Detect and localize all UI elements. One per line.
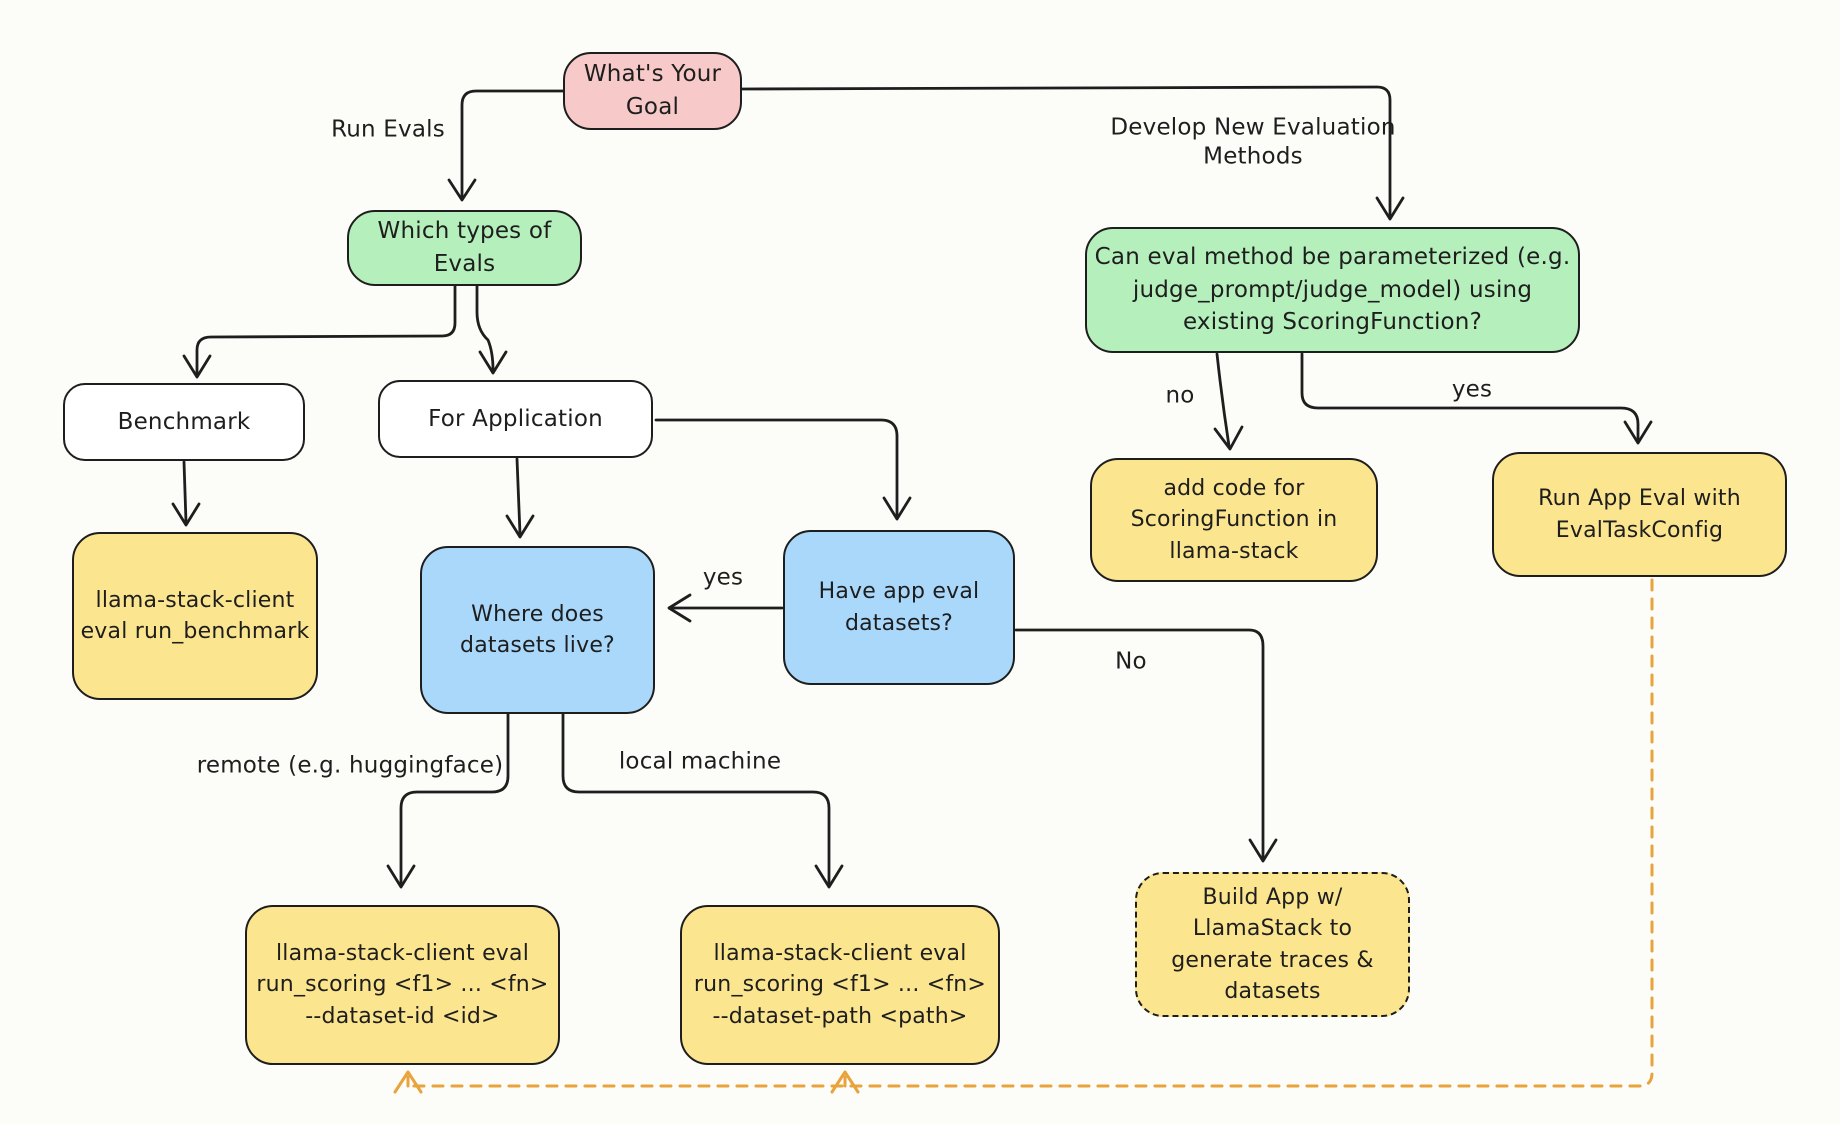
edge-which-types-to-for-application [477, 286, 493, 370]
arrow-for-application-to-have-datasets-icon [884, 498, 910, 519]
edge-can-eval-no-to-add-code [1217, 354, 1229, 446]
node-which-types-of-evals: Which types of Evals [347, 210, 582, 286]
node-whats-your-goal: What's Your Goal [563, 52, 742, 130]
arrow-where-remote-icon [388, 866, 414, 887]
arrow-which-types-to-for-application-icon [480, 352, 506, 373]
label-no-branch: no [1165, 382, 1195, 409]
arrow-goal-to-can-eval-icon [1377, 198, 1403, 219]
node-can-eval-be-parameterized: Can eval method be parameterized (e.g. judge_prompt/judge_model) using existing ScoringFunction? [1085, 227, 1580, 353]
label-remote-huggingface: remote (e.g. huggingface) [196, 752, 504, 779]
arrow-for-application-to-where-datasets-icon [507, 516, 533, 537]
node-have-app-eval-datasets: Have app eval datasets? [783, 530, 1015, 685]
edge-which-types-to-benchmark [197, 286, 455, 374]
node-benchmark: Benchmark [63, 383, 305, 461]
arrow-can-eval-no-icon [1215, 427, 1242, 449]
arrow-have-datasets-no-icon [1250, 840, 1276, 861]
arrow-feedback-to-run-scoring-path-icon [832, 1072, 858, 1092]
node-run-app-eval-evaltaskconfig: Run App Eval with EvalTaskConfig [1492, 452, 1787, 577]
label-run-evals: Run Evals [331, 116, 445, 143]
edge-for-application-to-have-datasets [656, 420, 897, 516]
arrow-can-eval-yes-icon [1625, 422, 1651, 443]
node-where-does-datasets-live: Where does datasets live? [420, 546, 655, 714]
node-for-application: For Application [378, 380, 653, 458]
arrow-have-datasets-yes-icon [669, 595, 690, 621]
arrow-benchmark-to-run-benchmark-icon [173, 504, 199, 525]
edge-for-application-to-where-datasets [517, 459, 520, 534]
node-run-benchmark-command: llama-stack-client eval run_benchmark [72, 532, 318, 700]
label-no-branch-capital: No [1115, 648, 1147, 675]
label-yes-branch-right: yes [1451, 376, 1493, 403]
node-build-app-llamastack: Build App w/ LlamaStack to generate traces & datasets [1135, 872, 1410, 1017]
edge-where-remote-to-run-scoring-id [401, 714, 508, 884]
arrow-which-types-to-benchmark-icon [184, 356, 210, 377]
label-develop-new-evaluation-methods: Develop New Evaluation Methods [1110, 114, 1396, 170]
edge-benchmark-to-run-benchmark [184, 462, 186, 522]
edge-where-local-to-run-scoring-path [563, 714, 829, 884]
arrow-where-local-icon [816, 866, 842, 887]
node-add-code-scoringfunction: add code for ScoringFunction in llama-stack [1090, 458, 1378, 582]
edge-goal-to-which-types [462, 91, 563, 199]
node-run-scoring-dataset-id: llama-stack-client eval run_scoring <f1> ... <fn> --dataset-id <id> [245, 905, 560, 1065]
arrow-goal-to-which-types-icon [449, 180, 475, 200]
label-yes-branch-mid: yes [702, 564, 744, 591]
label-local-machine: local machine [618, 748, 782, 775]
node-run-scoring-dataset-path: llama-stack-client eval run_scoring <f1> ... <fn> --dataset-path <path> [680, 905, 1000, 1065]
arrow-feedback-to-run-scoring-id-icon [395, 1072, 421, 1092]
